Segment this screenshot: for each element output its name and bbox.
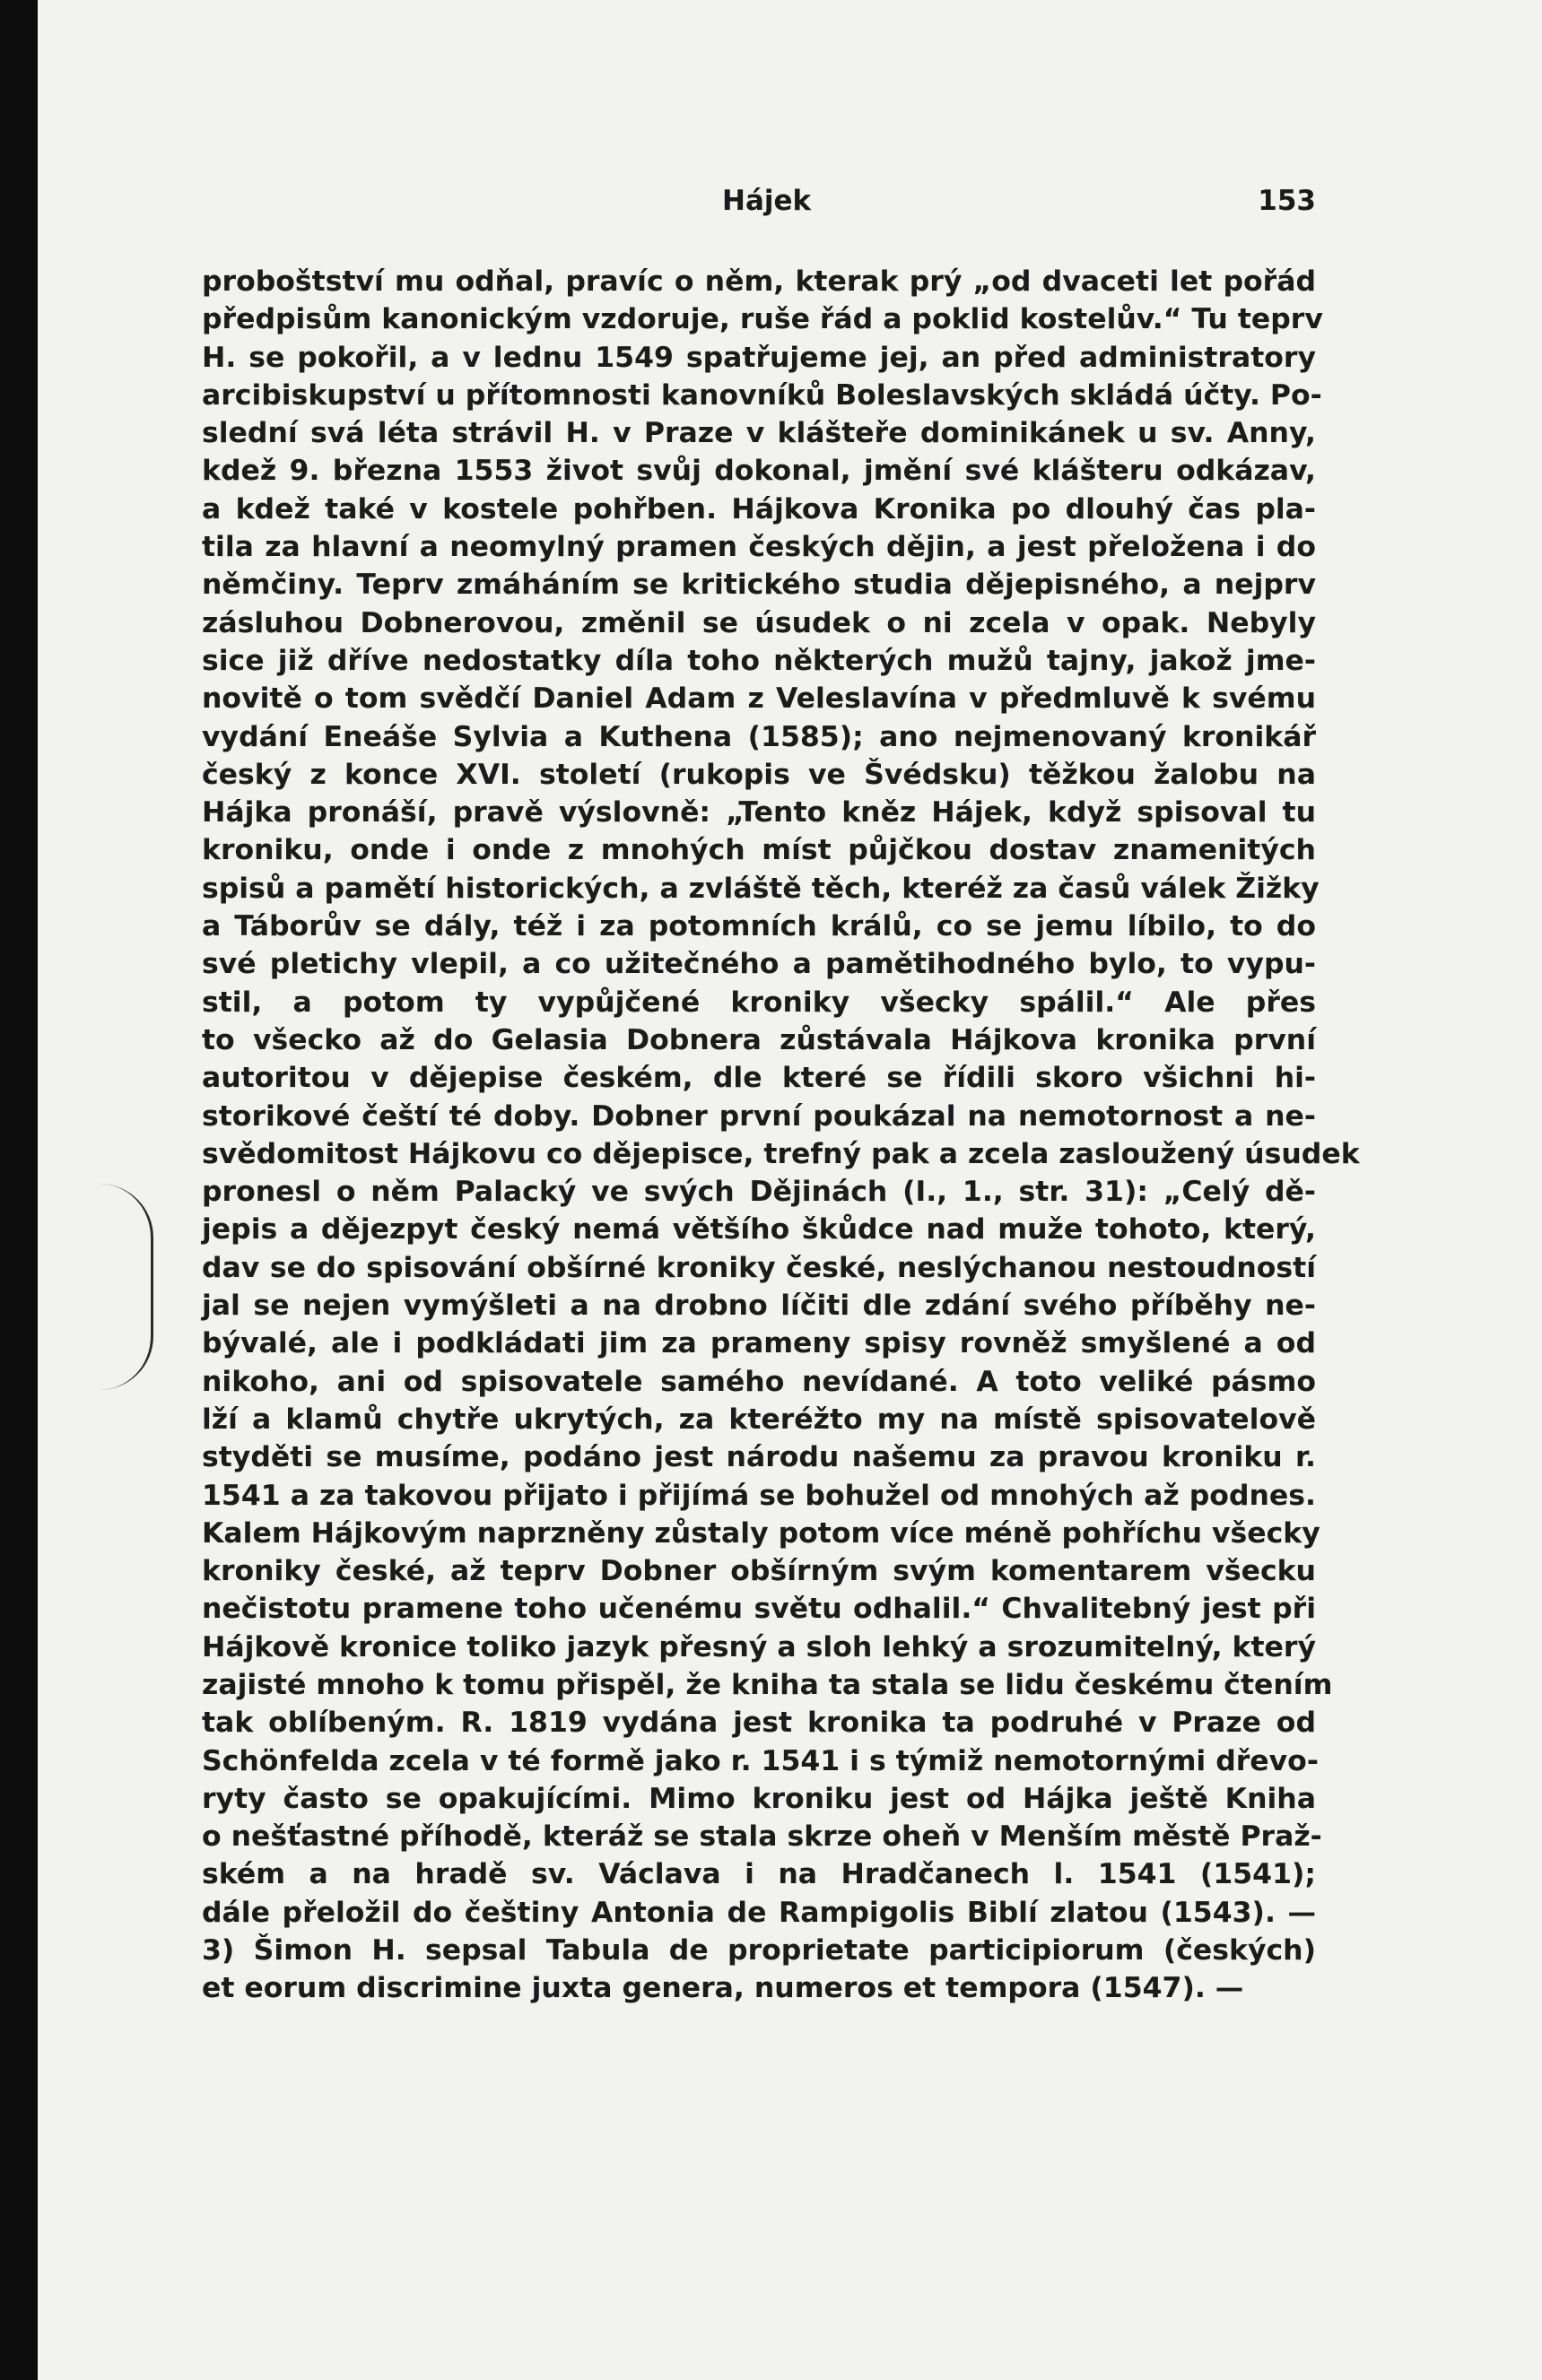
text-line: kdež 9. března 1553 život svůj dokonal, jmění své klášteru odkázav,	[202, 455, 1316, 488]
text-line: pronesl o něm Palacký ve svých Dějinách (I., 1., str. 31): „Celý dě-	[202, 1176, 1316, 1209]
text-line: předpisům kanonickým vzdoruje, ruše řád a poklid kostelův.“ Tu teprv	[202, 303, 1323, 336]
text-line: dále přeložil do češtiny Antonia de Rampigolis Biblí zlatou (1543). —	[202, 1896, 1316, 1929]
text-line: 3) Šimon H. sepsal Tabula de proprietate participiorum (českých)	[202, 1934, 1316, 1967]
text-line: ryty často se opakujícími. Mimo kroniku jest od Hájka ještě Kniha	[202, 1782, 1316, 1815]
text-line: jal se nejen vymýšleti a na drobno líčiti dle zdání svého příběhy ne-	[202, 1290, 1316, 1323]
text-line: novitě o tom svědčí Daniel Adam z Veleslavína v předmluvě k svému	[202, 682, 1316, 716]
text-line: němčiny. Teprv zmáháním se kritického studia dějepisného, a nejprv	[202, 569, 1316, 602]
text-line: arcibiskupství u přítomnosti kanovníků Boleslavských skládá účty. Po-	[202, 378, 1322, 412]
text-line: dav se do spisování obšírné kroniky české, neslýchanou nestoudností	[202, 1251, 1316, 1284]
text-line: nikoho, ani od spisovatele samého nevídané. A toto veliké pásmo	[202, 1365, 1316, 1398]
text-line: a Táborův se dály, též i za potomních králů, co se jemu líbilo, to do	[202, 910, 1316, 943]
body-text	[202, 263, 1360, 2008]
text-line: slední svá léta strávil H. v Praze v klášteře dominikánek u sv. Anny,	[202, 417, 1316, 450]
margin-bracket-mark	[97, 1184, 153, 1390]
text-line: Schönfelda zcela v té formě jako r. 1541 i s týmiž nemotornými dřevo-	[202, 1744, 1319, 1777]
page-header	[202, 185, 1316, 230]
text-line: autoritou v dějepise českém, dle které se řídili skoro všichni hi-	[202, 1062, 1316, 1095]
text-line: Kalem Hájkovým naprzněny zůstaly potom více méně pohříchu všecky	[202, 1516, 1320, 1550]
text-line: Hájka pronáší, pravě výslovně: „Tento kněz Hájek, když spisoval tu	[202, 796, 1316, 830]
scan-left-edge	[0, 0, 38, 2380]
text-line: sice již dříve nedostatky díla toho některých mužů tajny, jakož jme-	[202, 644, 1316, 677]
text-line: 1541 a za takovou přijato i přijímá se bohužel od mnohých až podnes.	[202, 1479, 1316, 1512]
text-line: storikové čeští té doby. Dobner první poukázal na nemotornost a ne-	[202, 1099, 1316, 1133]
running-title: Hájek	[722, 185, 812, 217]
text-line: ském a na hradě sv. Václava i na Hradčanech l. 1541 (1541);	[202, 1858, 1316, 1891]
text-line: a kdež také v kostele pohřben. Hájkova Kronika po dlouhý čas pla-	[202, 492, 1316, 526]
text-line: H. se pokořil, a v lednu 1549 spatřujeme jej, an před administratory	[202, 341, 1316, 374]
text-line: tak oblíbeným. R. 1819 vydána jest kronika ta podruhé v Praze od	[202, 1707, 1316, 1740]
text-line: kroniku, onde i onde z mnohých míst půjčkou dostav znamenitých	[202, 834, 1316, 867]
text-line: proboštství mu odňal, pravíc o něm, kterak prý „od dvaceti let pořád	[202, 265, 1316, 298]
text-line: vydání Eneáše Sylvia a Kuthena (1585); ano nejmenovaný kronikář	[202, 720, 1316, 753]
text-line: stil, a potom ty vypůjčené kroniky všecky spálil.“ Ale přes	[202, 986, 1316, 1019]
text-line: český z konce XVI. století (rukopis ve Švédsku) těžkou žalobu na	[202, 758, 1316, 791]
text-line: lží a klamů chytře ukrytých, za kteréžto my na místě spisovatelově	[202, 1403, 1316, 1436]
text-line: tila za hlavní a neomylný pramen českých dějin, a jest přeložena i do	[202, 531, 1316, 564]
text-line: zajisté mnoho k tomu přispěl, že kniha ta stala se lidu českému čtením	[202, 1668, 1333, 1701]
text-line: spisů a pamětí historických, a zvláště těch, kteréž za časů válek Žižky	[202, 872, 1320, 905]
text-line: zásluhou Dobnerovou, změnil se úsudek o ni zcela v opak. Nebyly	[202, 606, 1316, 639]
text-line: to všecko až do Gelasia Dobnera zůstávala Hájkova kronika první	[202, 1023, 1316, 1056]
text-line: et eorum discrimine juxta genera, numeros et tempora (1547). —	[202, 1972, 1244, 2005]
text-line: bývalé, ale i podkládati jim za prameny spisy rovněž smyšlené a od	[202, 1327, 1316, 1360]
text-line: své pletichy vlepil, a co užitečného a pamětihodného bylo, to vypu-	[202, 948, 1316, 981]
page-number: 153	[1258, 185, 1316, 217]
text-line: o nešťastné příhodě, kteráž se stala skrze oheň v Menším městě Praž-	[202, 1820, 1322, 1854]
text-line: kroniky české, až teprv Dobner obšírným svým komentarem všecku	[202, 1555, 1316, 1588]
text-line: styděti se musíme, podáno jest národu našemu za pravou kroniku r.	[202, 1441, 1316, 1474]
text-line: jepis a dějezpyt český nemá většího škůdce nad muže tohoto, který,	[202, 1213, 1316, 1246]
text-line: svědomitost Hájkovu co dějepisce, trefný pak a zcela zasloužený úsudek	[202, 1137, 1360, 1170]
text-line: Hájkově kronice toliko jazyk přesný a sloh lehký a srozumitelný, který	[202, 1630, 1316, 1663]
text-line: nečistotu pramene toho učenému světu odhalil.“ Chvalitebný jest při	[202, 1593, 1316, 1626]
